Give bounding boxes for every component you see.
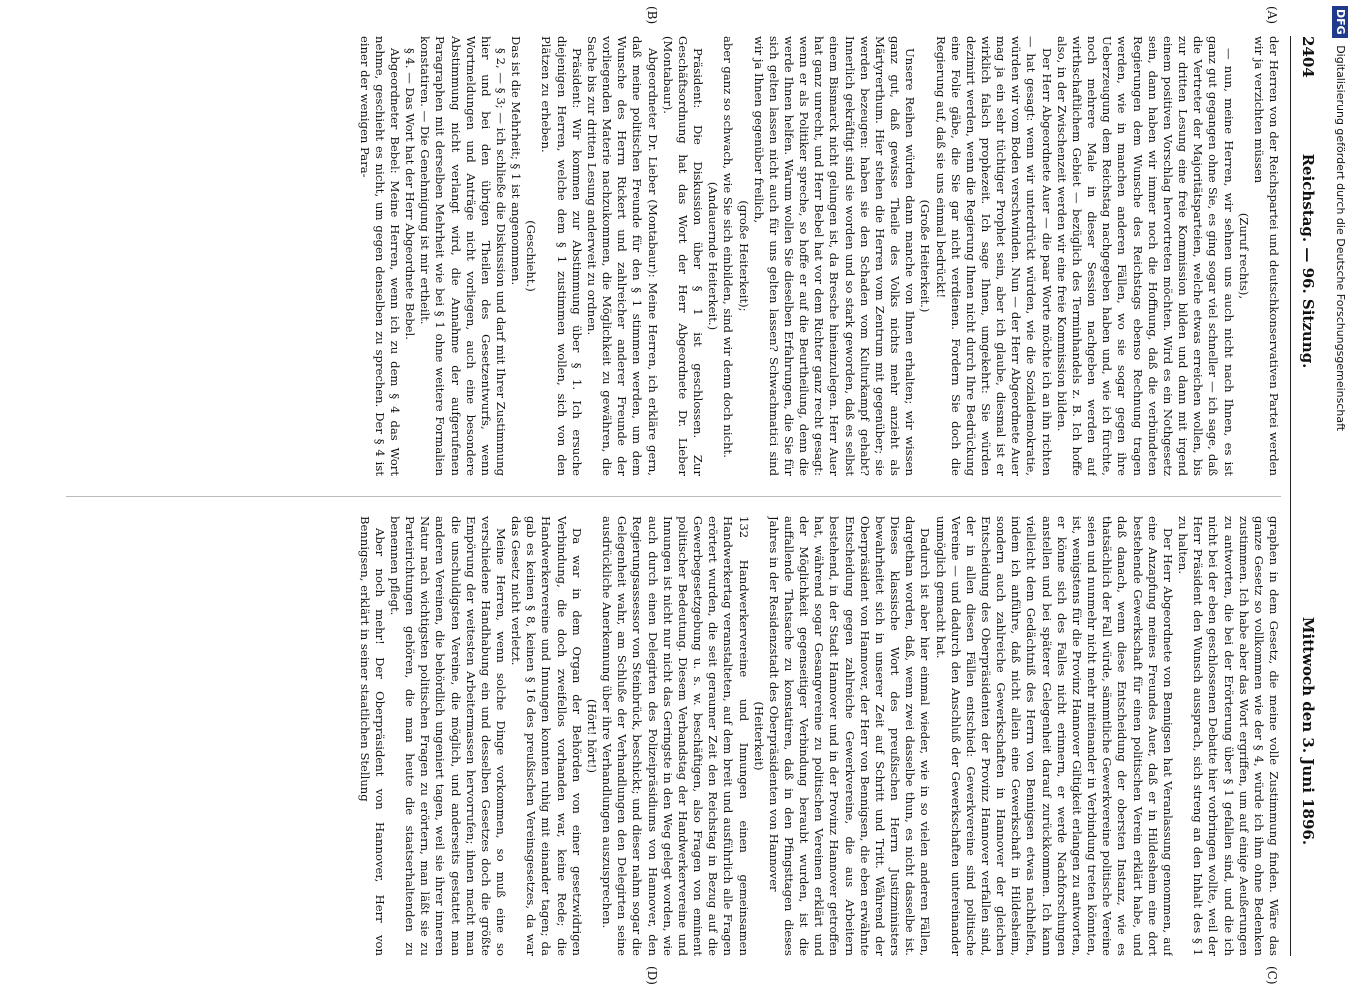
interjection: (Hört! hört!) xyxy=(584,699,599,773)
page-number: 2404 xyxy=(1299,36,1317,78)
page-body xyxy=(59,6,1319,985)
paragraph: Dadurch ist aber hier einmal wieder, wie in so vielen anderen Fällen, dargethan worden, daß, wenn zwei dasselbe thun, es nicht dasselbe ist. Dieses klassische Wort des preußischen Herrn Justizministers bewahrheitet sich in unserer Zeit auf Schritt und Tritt. Während der Oberpräsident von Hannover, der Herr von Bennigsen, die eben erwähnte Entscheidung gegen zahlreiche Gewerkvereine, die aus Arbeitern bestehend, in der Stadt Hannover und in der Provinz Hannover getroffen hat, während sogar Gesangvereine zu politischen Vereinen erklärt und der Möglichkeit gegenseitiger Verbindung beraubt wurden, ist die auffallende Thatsache zu konstatiren, daß in den Pfingsttagen dieses Jahres in der Residenzstadt des Oberpräsidenten von Hannover xyxy=(766,516,933,956)
paragraph: Das ist die Mehrheit; § 1 ist angenommen. xyxy=(509,36,524,286)
interjection: (Heiterkeit) xyxy=(751,701,766,771)
right-column xyxy=(66,516,1281,956)
interjection: (Andauernde Heiterkeit.) xyxy=(706,181,721,331)
paragraph: der Herren von der Reichspartei und deutschkonservativen Partei werden wir ja verzichten müssen xyxy=(1251,36,1281,476)
interjection: (Große Heiterkeit.) xyxy=(918,199,933,313)
margin-letter-c: (C) xyxy=(1265,966,1279,985)
paragraph: Da war in dem Organ der Behörden von einer gesetzwidrigen Verbindung, die doch zweifellos vorhanden war, keine Rede; die Handwerkervereine und Innungen konnten ruhig mit einander tagen; da gab es keinen § 8, keinen § 16 des preußischen Vereinsgesetzes, da war das Gesetz nicht verletzt. xyxy=(509,516,584,956)
paragraph: aber ganz so schwach, wie Sie sich einbilden, sind wir denn doch nicht. xyxy=(721,36,736,458)
paragraph: — nun, meine Herren, wir sehnen uns auch nicht nach Ihnen, es ist ganz gut gegangen ohne Sie, es ging sogar viel schneller — ich sage, daß die Vertreter der Majoritätsparteien, welche etwas erreichen wollen, bis zur dritten Lesung eine freie Kommission bilden und dann mit irgend einem positiven Vorschlag hervortreten möchten. Wird es ein Nothgesetz sein, dann haben wir immer noch die Hoffnung, daß die verbündeten Regierungen dem Wunsche des Reichstags ebenso Rechnung tragen werden, wie in manchen anderen Fällen, wo sie sogar gegen ihre Ueberzeugung dem Reichstag nachgegeben haben und, wie ich fürchte, noch mehrere Male in dieser Session nachgeben werden auf wirthschaftlichem Gebiet — bezüglich des Terminhandels z. B. Ich hoffe also, in der Zwischenzeit werden wir eine freie Kommission bilden. xyxy=(1054,36,1236,476)
paragraph: Abgeordneter Dr. Lieber (Montabaur): Meine Herren, ich erkläre gern, daß meine politischen Freunde für den § 1 stimmen werden, um dem Wunsche des Herrn Rickert und zahlreicher anderer Freunde der vorliegenden Materie nachzukommen, die Möglichkeit zu gewähren, die Sache bis zur dritten Lesung anderweit zu ordnen. xyxy=(584,36,660,476)
dfg-logo: DFG xyxy=(1332,6,1348,38)
paragraph: Der Herr Abgeordnete Auer — die paar Worte möchte ich an ihn richten — hat gesagt: wenn wir unterdrückt würden, wie die Sozialdemokratie, würden wir vom Boden verschwinden. Nun — der Herr Abgeordnete Auer mag ja ein sehr tüchtiger Prophet sein, aber ich glaube, diesmal ist er wirklich falsch prophezeit. Ich sage Ihnen, umgekehrt: Sie würden dezimirt werden, wenn die Regierung Ihnen nicht durch Ihre Bedrückung eine Folie gäbe, die Sie gar nicht verdienen. Fordern Sie doch die Regierung auf, daß sie uns einmal bedrückt! xyxy=(933,36,1054,476)
interjection: (Geschieht.) xyxy=(524,220,539,292)
paragraph: Der Herr Abgeordnete von Bennigsen hat Veranlassung genommen, auf eine Anzapfung meines Freundes Auer, daß er in Hildesheim eine dort bestehende Gewerkschaft für einen politischen Verein erklärt habe, und daß danach, wenn diese Entscheidung der obersten Instanz, wie es thatsächlich der Fall würde, sämmtliche Gewerkvereine politische Vereine seien und nunmehr nicht mehr miteinander in Verbindung treten könnten, ist, wenigstens für die Provinz Hannover Giltigkeit erlangen zu antworten, er könne sich des Falles nicht erinnern, er werde Nachforschungen anstellen und bei späterer Gelegenheit darauf zurückkommen. Ich kann vielleicht dem Gedächtniß des Herrn von Bennigsen etwas nachhelfen, indem ich anführe, daß nicht allein eine Gewerkschaft in Hildesheim, sondern auch zahlreiche Gewerkschaften in Hannover der gleichen Entscheidung des Oberpräsidenten der Provinz Hannover verfallen sind, der in allen diesen Fällen entschied: Gewerkvereine sind politische Vereine — und dadurch den Anschluß der Gewerkschaften untereinander unmöglich gemacht hat. xyxy=(933,516,1175,956)
paragraph: Meine Herren, wenn solche Dinge vorkommen, so muß eine so verschiedene Handhabung ein und desselben Gesetzes doch die größte Empörung der weitesten Arbeitermassen hervorrufen; ihnen macht man die unschuldigsten Vereine, die möglich, und anderseits gestattet man anderen Vereinen, die behördlich ungeniert tagen, weil sie ihrer inneren Natur nach wichtigsten politischen Fragen zu erörtern, man läßt sie zu Parteirichtungen gehören, die man heute die staatserhaltenden zu benennen pflegt. xyxy=(387,516,509,956)
margin-letter-d: (D) xyxy=(645,966,659,985)
paragraph: Abgeordneter Bebel: Meine Herren, wenn ich zu dem § 4 das Wort nehme, geschieht es nicht, um gegen denselben zu sprechen. Der § 4 ist einer der wenigen Para- xyxy=(357,36,402,476)
paragraph: Präsident: Die Diskussion über § 1 ist geschlossen. Zur Geschäftsordnung hat das Wort der Herr Abgeordnete Dr. Lieber (Montabaur). xyxy=(660,36,706,476)
running-head-right: Mittwoch den 3. Juni 1896. xyxy=(1299,616,1317,846)
margin-letter-b: (B) xyxy=(645,6,659,25)
digitization-credit xyxy=(1329,0,1351,1000)
paragraph: Aber noch mehr! Der Oberpräsident von Hannover, Herr von Bennigsen, erklärt in seiner staatlichen Stellung xyxy=(357,516,387,956)
paragraph: 132 Handwerkervereine und Innungen einen gemeinsamen Handwerkertag veranstalteten, auf dem breit und ausführlich alle Fragen erörtert wurden, die seit geraumer Zeit den Reichstag in Bezug auf die Gewerbegesetzgebung u. s. w. beschäftigen, also Fragen von eminent politischer Bedeutung. Diesem Verbandstag der Handwerkervereine und Innungen ist nicht nur nicht das Geringste in den Weg gelegt worden, wie auch durch einen Delegirten des Polizeipräsidiums von Hannover, den Regierungsassessor von Steinbrück, beschickt; und dieser nahm sogar die Gelegenheit wahr, am Schluße der Verhandlungen den Delegirten seine ausdrückliche Anerkennung über ihre Verhandlungen auszusprechen. xyxy=(600,516,751,956)
credit-text: Digitalisierung gefördert durch die Deutsche Forschungsgemeinschaft xyxy=(1334,45,1347,432)
left-column xyxy=(66,36,1281,476)
header-rule xyxy=(1290,36,1291,956)
column-divider xyxy=(66,496,1281,497)
paragraph: Unsere Reihen würden dann manche von Ihnen erhalten; wir wissen ganz gut, daß gewisse Theile des Volks nichts mehr anzieht als Märtyrerthum. Hier stehen die Herren vom Zentrum mit gegenüber; sie werden bezeugen: haben sie den Schaden vom Kulturkampf gehabt? Innerlich gekräftigt sind sie worden und so stark geworden, daß es selbst einem Bismarck nicht gelungen ist, da Bresche hineinzulegen. Herr Auer hat ganz unrecht, und Herr Bebel hat vor dem Richter ganz recht gesagt: wenn er als Politiker spreche, so hoffe er auf die Beurtheilung, denn die werde Ihnen helfen. Warum wollen Sie dieselben Erfahrungen, die Sie für sich gelten lassen nicht auch für uns gelten lassen? Schwachmatici sind wir ja Ihnen gegenüber freilich, xyxy=(751,36,918,476)
margin-letter-a: (A) xyxy=(1265,6,1279,25)
paragraph: graphen in dem Gesetz, die meine volle Zustimmung finden. Wäre das ganze Gesetz so vollkommen wie der § 4, würde ich ihm ohne Bedenken zustimmen. Ich habe aber das Wort ergriffen, um auf einige Aeußerungen zu antworten, die bei der Erörterung über § 1 gefallen sind, und die ich nicht bei der eben geschlossenen Debatte hier vorbringen wollte, weil der Herr Präsident den Wunsch aussprach, sich streng an den Inhalt des § 1 zu halten. xyxy=(1176,516,1281,956)
paragraph: Präsident: Wir kommen zur Abstimmung über § 1. Ich ersuche diejenigen Herren, welche dem § 1 zustimmen wollen, sich von den Plätzen zu erheben. xyxy=(539,36,584,476)
interjection: (große Heiterkeit); xyxy=(736,200,751,312)
interjection: (Zuruf rechts), xyxy=(1236,212,1251,300)
paragraph: § 2, — § 3; — ich schließe die Diskussion und darf mit Ihrer Zustimmung hier und bei den übrigen Theilen des Gesetzentwurfs, wenn Wortmeldungen und Anträge nicht vorliegen, auch eine besondere Abstimmung nicht verlangt wird, die Annahme der aufgerufenen Paragraphen mit derselben Mehrheit wie bei § 1 ohne weitere Formalien konstatiren. — Die Genehmigung ist mir ertheilt. xyxy=(418,36,509,476)
running-head xyxy=(1293,36,1319,956)
running-head-left: Reichstag. — 96. Sitzung. xyxy=(1299,153,1317,369)
paragraph: § 4. — Das Wort hat der Herr Abgeordnete Bebel. xyxy=(403,48,418,340)
